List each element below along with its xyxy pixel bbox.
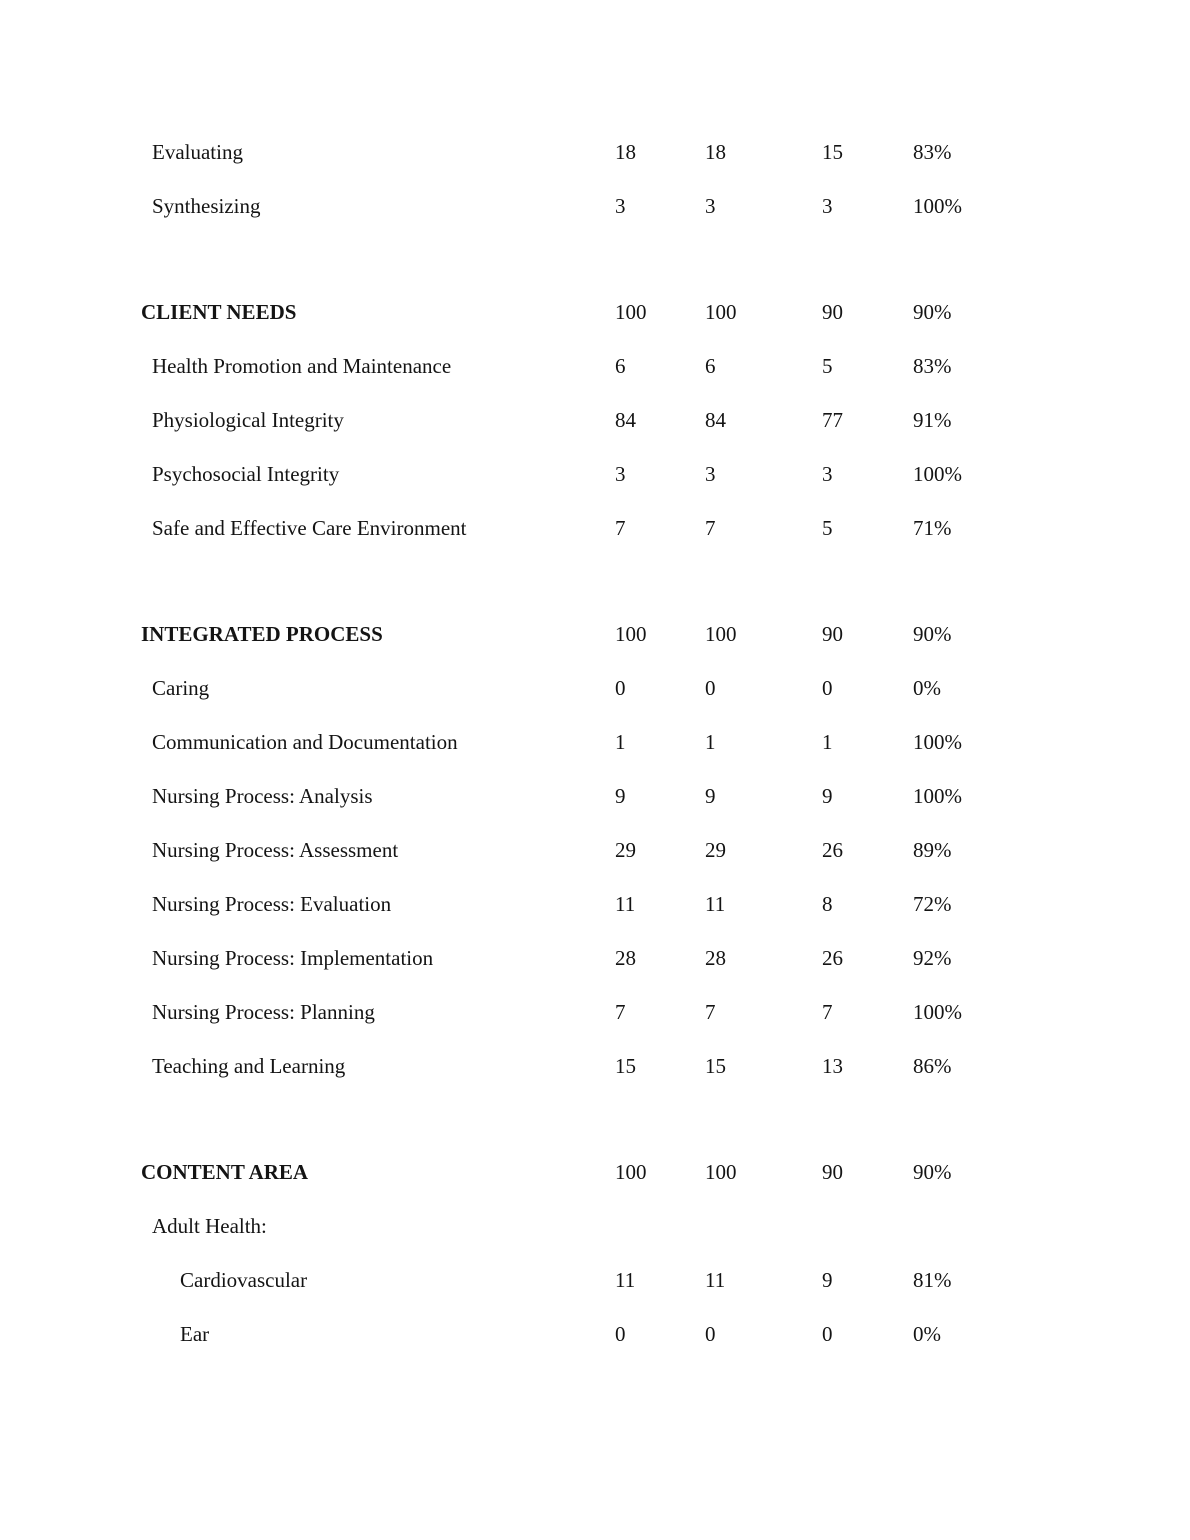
table-row (0, 1160, 1190, 1214)
row-value-col2: 7 (705, 516, 716, 540)
row-value-col2: 100 (705, 622, 737, 646)
section-heading: INTEGRATED PROCESS (141, 622, 383, 646)
row-value-col2: 3 (705, 194, 716, 218)
row-value-col3: 90 (822, 622, 843, 646)
row-value-col4: 100% (913, 784, 962, 808)
row-value-col2: 15 (705, 1054, 726, 1078)
table-row (0, 462, 1190, 516)
row-value-col3: 90 (822, 300, 843, 324)
row-value-col4: 81% (913, 1268, 952, 1292)
row-label: Psychosocial Integrity (152, 462, 340, 486)
row-value-col4: 91% (913, 408, 952, 432)
row-value-col2: 3 (705, 462, 716, 486)
table-row (0, 838, 1190, 892)
table-row (0, 1322, 1190, 1376)
row-value-col3: 26 (822, 946, 843, 970)
row-value-col4: 71% (913, 516, 952, 540)
row-label: Caring (152, 676, 210, 700)
table-row (0, 946, 1190, 1000)
row-label: Nursing Process: Planning (152, 1000, 375, 1024)
row-value-col1: 18 (615, 140, 636, 164)
row-value-col4: 100% (913, 1000, 962, 1024)
row-value-col4: 100% (913, 730, 962, 754)
row-value-col3: 0 (822, 1322, 833, 1346)
row-value-col1: 11 (615, 1268, 636, 1292)
row-label: Synthesizing (152, 194, 261, 218)
row-label: Nursing Process: Implementation (152, 946, 434, 970)
row-value-col1: 1 (615, 730, 626, 754)
row-value-col3: 9 (822, 1268, 833, 1292)
row-value-col4: 0% (913, 1322, 941, 1346)
row-value-col3: 13 (822, 1054, 843, 1078)
row-value-col2: 9 (705, 784, 716, 808)
row-value-col4: 86% (913, 1054, 952, 1078)
row-value-col4: 90% (913, 300, 952, 324)
table-row (0, 730, 1190, 784)
row-label: Adult Health: (152, 1214, 267, 1238)
row-value-col4: 92% (913, 946, 952, 970)
table-row (0, 300, 1190, 354)
row-value-col3: 9 (822, 784, 833, 808)
row-label: Health Promotion and Maintenance (152, 354, 452, 378)
row-value-col4: 83% (913, 140, 952, 164)
table-row (0, 676, 1190, 730)
row-value-col4: 100% (913, 194, 962, 218)
row-value-col1: 100 (615, 300, 647, 324)
row-label: Safe and Effective Care Environment (152, 516, 467, 540)
row-value-col3: 90 (822, 1160, 843, 1184)
row-value-col3: 1 (822, 730, 833, 754)
row-value-col2: 0 (705, 676, 716, 700)
row-value-col1: 100 (615, 1160, 647, 1184)
row-value-col2: 7 (705, 1000, 716, 1024)
row-value-col1: 0 (615, 1322, 626, 1346)
row-label: Nursing Process: Assessment (152, 838, 399, 862)
section-heading: CLIENT NEEDS (141, 300, 297, 324)
row-value-col1: 3 (615, 194, 626, 218)
table-row (0, 1214, 1190, 1268)
row-value-col3: 5 (822, 516, 833, 540)
row-value-col1: 9 (615, 784, 626, 808)
row-value-col2: 11 (705, 892, 726, 916)
row-value-col3: 7 (822, 1000, 833, 1024)
row-value-col1: 100 (615, 622, 647, 646)
row-value-col4: 89% (913, 838, 952, 862)
row-value-col1: 11 (615, 892, 636, 916)
table-row (0, 892, 1190, 946)
row-value-col1: 7 (615, 516, 626, 540)
row-value-col1: 3 (615, 462, 626, 486)
row-value-col3: 3 (822, 462, 833, 486)
row-value-col1: 0 (615, 676, 626, 700)
row-label: Ear (180, 1322, 210, 1346)
row-label: Evaluating (152, 140, 243, 164)
row-value-col3: 77 (822, 408, 843, 432)
results-table (0, 140, 1190, 1376)
section-gap (0, 248, 1190, 300)
row-value-col3: 3 (822, 194, 833, 218)
row-value-col1: 84 (615, 408, 636, 432)
row-value-col1: 6 (615, 354, 626, 378)
table-row (0, 1000, 1190, 1054)
section-gap (0, 1108, 1190, 1160)
row-value-col2: 6 (705, 354, 716, 378)
table-row (0, 194, 1190, 248)
section-heading: CONTENT AREA (141, 1160, 309, 1184)
row-value-col2: 28 (705, 946, 726, 970)
row-value-col3: 0 (822, 676, 833, 700)
row-value-col4: 72% (913, 892, 952, 916)
row-value-col2: 100 (705, 1160, 737, 1184)
row-value-col3: 5 (822, 354, 833, 378)
row-value-col1: 7 (615, 1000, 626, 1024)
row-value-col2: 1 (705, 730, 716, 754)
row-value-col2: 100 (705, 300, 737, 324)
row-value-col4: 90% (913, 622, 952, 646)
table-row (0, 1268, 1190, 1322)
table-row (0, 140, 1190, 194)
row-label: Nursing Process: Evaluation (152, 892, 392, 916)
row-label: Cardiovascular (180, 1268, 308, 1292)
section-gap (0, 570, 1190, 622)
row-value-col1: 29 (615, 838, 636, 862)
row-label: Teaching and Learning (152, 1054, 346, 1078)
row-value-col2: 84 (705, 408, 726, 432)
row-value-col4: 0% (913, 676, 941, 700)
row-label: Communication and Documentation (152, 730, 458, 754)
row-label: Physiological Integrity (152, 408, 344, 432)
table-row (0, 622, 1190, 676)
row-label: Nursing Process: Analysis (152, 784, 373, 808)
row-value-col2: 18 (705, 140, 726, 164)
row-value-col1: 28 (615, 946, 636, 970)
row-value-col2: 0 (705, 1322, 716, 1346)
row-value-col3: 26 (822, 838, 843, 862)
row-value-col4: 100% (913, 462, 962, 486)
table-row (0, 354, 1190, 408)
row-value-col2: 29 (705, 838, 726, 862)
table-row (0, 784, 1190, 838)
row-value-col3: 15 (822, 140, 843, 164)
table-row (0, 408, 1190, 462)
row-value-col3: 8 (822, 892, 833, 916)
row-value-col2: 11 (705, 1268, 726, 1292)
row-value-col4: 90% (913, 1160, 952, 1184)
row-value-col4: 83% (913, 354, 952, 378)
table-row (0, 516, 1190, 570)
table-row (0, 1054, 1190, 1108)
row-value-col1: 15 (615, 1054, 636, 1078)
